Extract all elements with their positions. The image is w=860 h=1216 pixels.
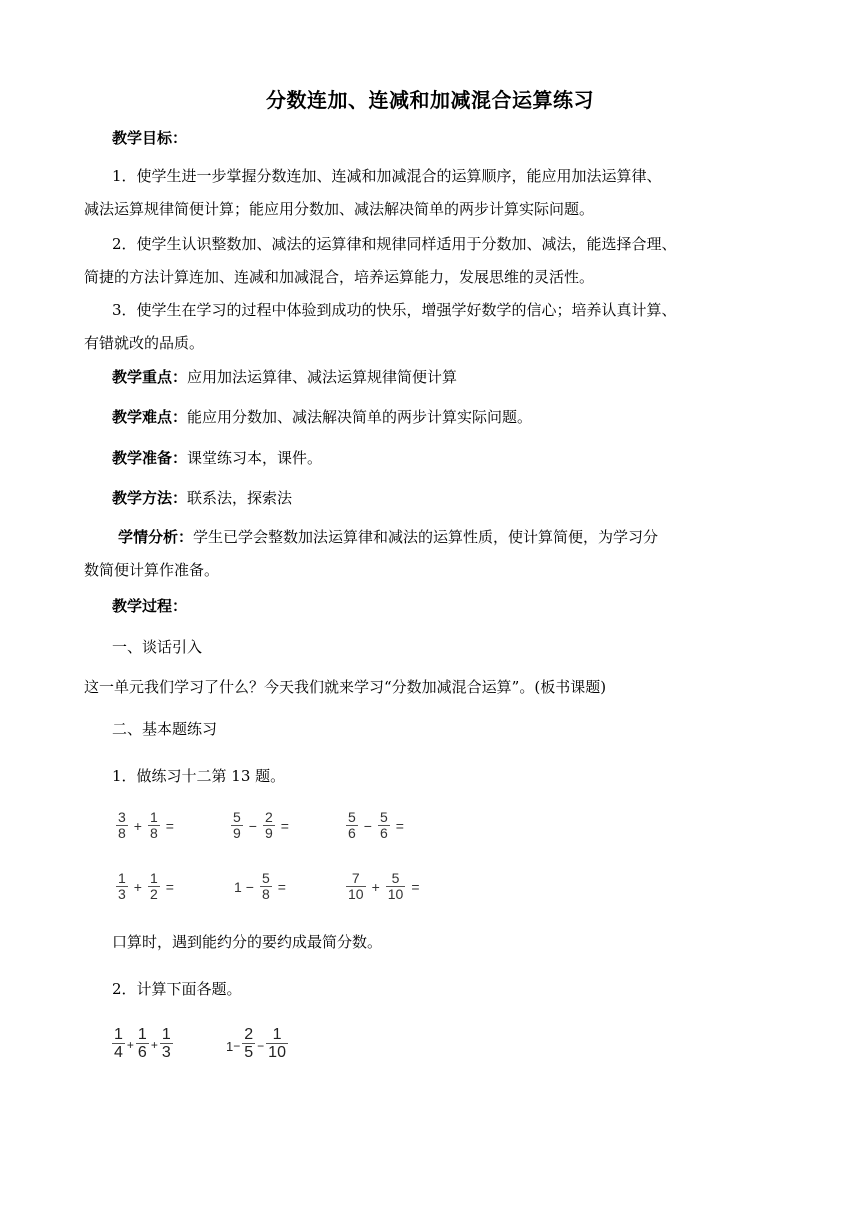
exercise-1-3: $\frac{5}{6}$ − $\frac{5}{6}$ = xyxy=(348,809,404,841)
objective-2: 2．使学生认识整数加、减法的运算律和规律同样适用于分数加、减法，能选择合理、 简捷的方法计算连加、连减和加减混合，培养运算能力，发展思维的灵活性。 xyxy=(84,235,677,286)
objectives-heading: 教学目标： xyxy=(112,129,188,147)
exercise-1-2: $\frac{5}{9}$ − $\frac{2}{9}$ = xyxy=(233,809,289,841)
method: 教学方法：联系法，探索法 xyxy=(112,489,293,507)
key-point: 教学重点：应用加法运算律、减法运算规律简便计算 xyxy=(112,368,458,386)
task-2: 2．计算下面各题。 xyxy=(112,980,242,998)
section-1-text: 这一单元我们学习了什么？今天我们就来学习“分数加减混合运算”。(板书课题) xyxy=(84,678,607,696)
document-title: 分数连加、连减和加减混合运算练习 xyxy=(266,88,594,112)
objective-3: 3．使学生在学习的过程中体验到成功的快乐，增强学好数学的信心；培养认真计算、 有错就改的品质。 xyxy=(84,301,677,352)
task-2-expression-1: $\frac{1}{4}$ $_+$ $\frac{1}{6}$ $_+$ $\frac{1}{3}$ xyxy=(114,1026,171,1061)
exercise-2-2: 1 − $\frac{5}{8}$ = xyxy=(234,870,286,902)
section-2-heading: 二、基本题练习 xyxy=(112,720,218,738)
exercise-2-1: $\frac{1}{3}$ + $\frac{1}{2}$ = xyxy=(118,870,174,902)
preparation: 教学准备：课堂练习本，课件。 xyxy=(112,449,323,467)
difficulty: 教学难点：能应用分数加、减法解决简单的两步计算实际问题。 xyxy=(112,408,533,426)
task-1: 1．做练习十二第 13 题。 xyxy=(112,767,286,785)
section-1-heading: 一、谈话引入 xyxy=(112,638,203,656)
task-2-expression-2: $_{1-}$ $\frac{2}{5}$ $_-$ $\frac{1}{10}$ xyxy=(226,1026,286,1061)
exercise-2-3: $\frac{7}{10}$ + $\frac{5}{10}$ = xyxy=(348,870,420,902)
process-heading: 教学过程： xyxy=(112,597,188,615)
objective-1: 1．使学生进一步掌握分数连加、连减和加减混合的运算顺序，能应用加法运算律、 减法运算规律简便计算；能应用分数加、减法解决简单的两步计算实际问题。 xyxy=(84,167,662,218)
analysis: 学情分析：学生已学会整数加法运算律和减法的运算性质，使计算简便，为学习分 数简便计算作准备。 xyxy=(84,528,659,579)
note: 口算时，遇到能约分的要约成最简分数。 xyxy=(112,933,383,951)
exercise-1-1: $\frac{3}{8}$ + $\frac{1}{8}$ = xyxy=(118,809,174,841)
